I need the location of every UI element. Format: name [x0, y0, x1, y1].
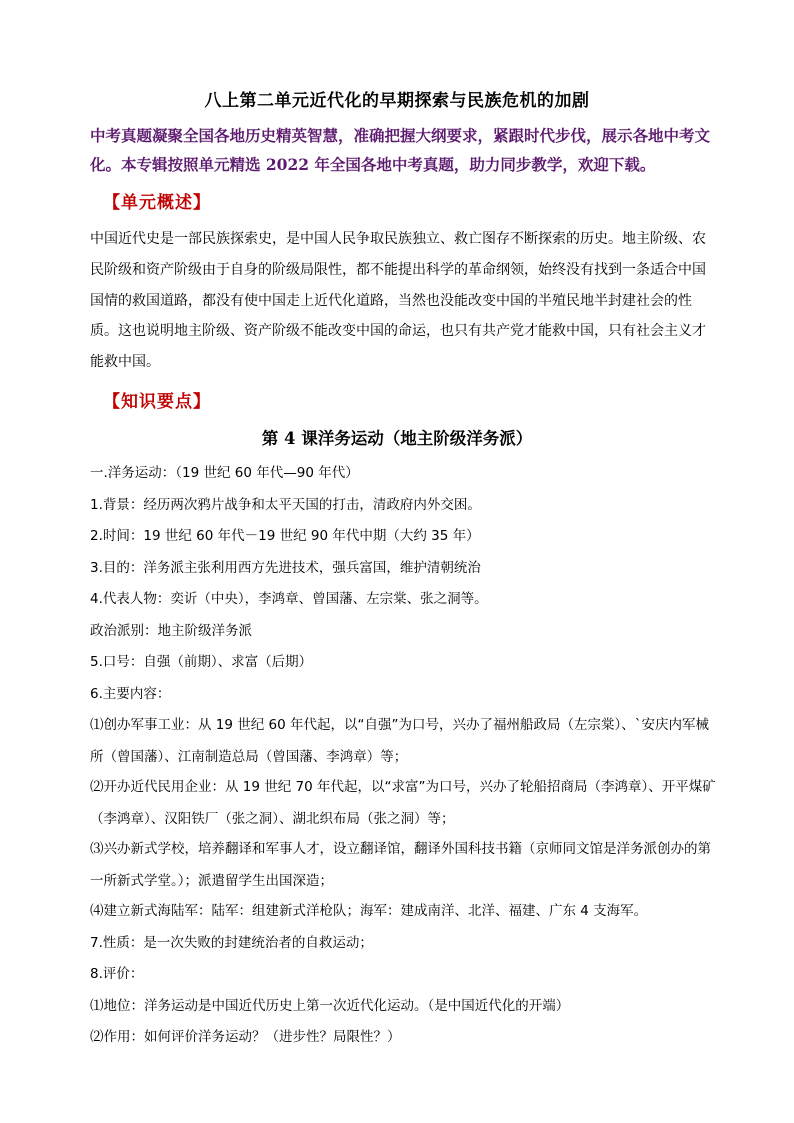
content-line: 1.背景：经历两次鸦片战争和太平天国的打击，清政府内外交困。: [90, 497, 481, 513]
content-line: 一.洋务运动：（19 世纪 60 年代—90 年代）: [90, 465, 359, 481]
page-title: 八上第二单元近代化的早期探索与民族危机的加剧: [204, 91, 590, 111]
content-line: 8.评价：: [90, 966, 144, 982]
intro-paragraph: 中考真题凝聚全国各地历史精英智慧，准确把握大纲要求，紧跟时代步伐，展示各地中考文化。本专辑按照单元精选 2022 年全国各地中考真题，助力同步教学，欢迎下载。: [90, 126, 711, 174]
content-line: 5.口号：自强（前期）、求富（后期）: [90, 654, 313, 670]
lesson-title: 第 4 课洋务运动（地主阶级洋务派）: [261, 429, 533, 448]
section-heading-overview: 【单元概述】: [103, 193, 211, 213]
content-line: 3.目的：洋务派主张利用西方先进技术，强兵富国，维护清朝统治: [90, 560, 481, 576]
content-paragraph: ⑴创办军事工业：从 19 世纪 60 年代起，以“自强”为口号，兴办了福州船政局（左宗棠）、`安庆内军械所（曾国藩）、江南制造总局（曾国藩、李鸿章）等；: [90, 717, 710, 765]
content-line: 6.主要内容：: [90, 686, 171, 702]
content-line: 政治派别：地主阶级洋务派: [90, 623, 252, 639]
overview-paragraph: 中国近代史是一部民族探索史，是中国人民争取民族独立、救亡图存不断探索的历史。地主阶级、农民阶级和资产阶级由于自身的阶级局限性，都不能提出科学的革命纲领，始终没有找到一条适合中国国情的救国道路，都没有使中国走上近代化道路，当然也没能改变中国的半殖民地半封建社会的性质。这也说明地主阶级、资产阶级不能改变中国的命运，也只有共产党才能救中国，只有社会主义才能救中国。: [90, 231, 706, 371]
content-line: 2.时间：19 世纪 60 年代－19 世纪 90 年代中期（大约 35 年）: [90, 528, 480, 544]
content-paragraph: ⑵开办近代民用企业：从 19 世纪 70 年代起，以“求富”为口号，兴办了轮船招商局（李鸿章）、开平煤矿（李鸿章）、汉阳铁厂（张之洞）、湖北织布局（张之洞）等；: [90, 779, 716, 827]
content-line: ⑴地位：洋务运动是中国近代历史上第一次近代化运动。（是中国近代化的开端）: [90, 998, 570, 1014]
content-line: ⑵作用：如何评价洋务运动？（进步性？局限性？）: [90, 1029, 401, 1045]
content-line: 7.性质：是一次失败的封建统治者的自救运动；: [90, 935, 373, 951]
content-paragraph: ⑶兴办新式学校，培养翻译和军事人才，设立翻译馆，翻译外国科技书籍（京师同文馆是洋务派创办的第一所新式学堂。）；派遣留学生出国深造；: [90, 841, 711, 889]
content-line: 4.代表人物：奕䜣（中央），李鸿章、曾国藩、左宗棠、张之洞等。: [90, 591, 488, 607]
content-line: ⑷建立新式海陆军：陆军：组建新式洋枪队；海军：建成南洋、北洋、福建、广东 4 支海军。: [90, 903, 648, 919]
section-heading-key-points: 【知识要点】: [103, 392, 211, 412]
